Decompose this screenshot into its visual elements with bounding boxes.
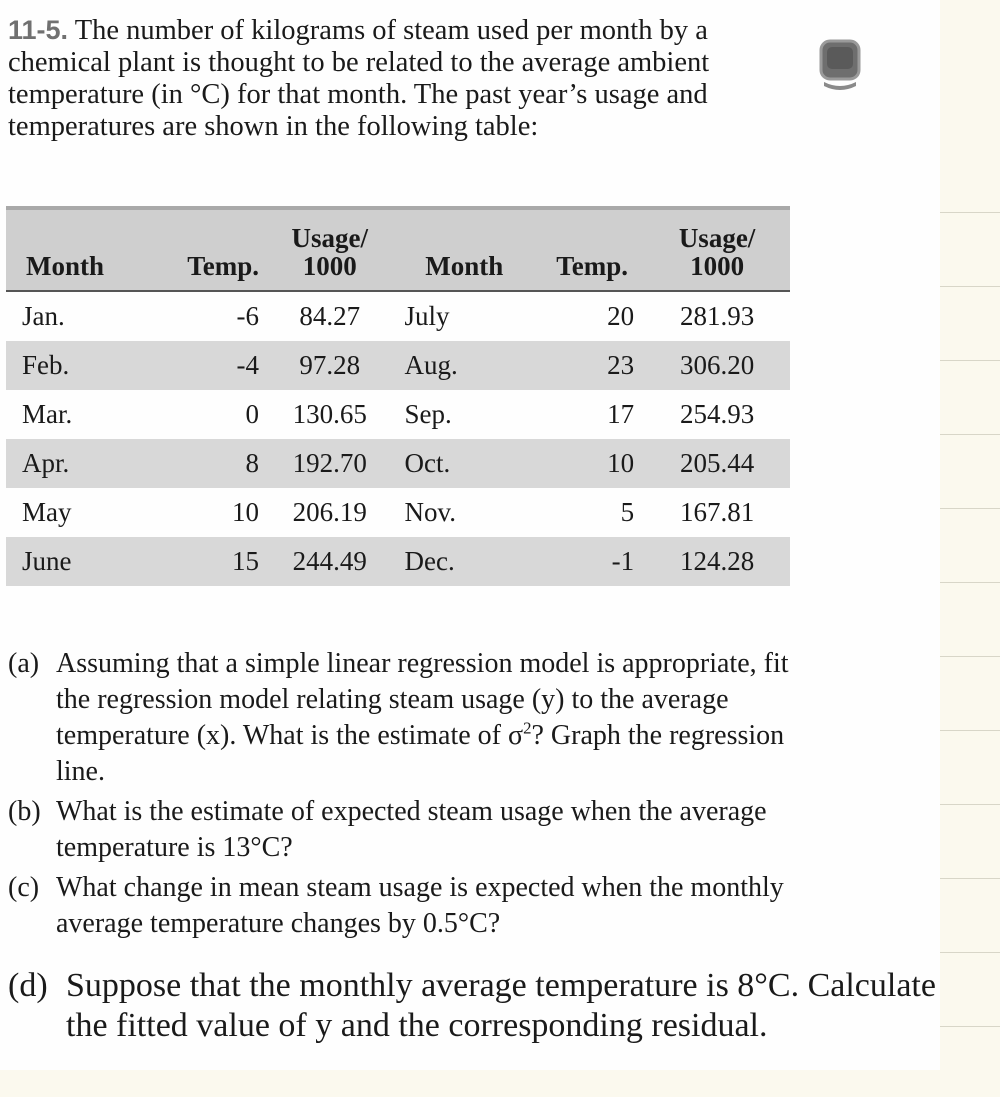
steam-usage-table xyxy=(6,206,790,586)
cell-usage: 192.70 xyxy=(292,448,367,478)
header-temp: Temp. xyxy=(187,251,259,281)
part-b xyxy=(8,794,808,866)
cell-temp: 10 xyxy=(607,448,635,478)
notebook-rule xyxy=(940,286,1000,287)
part-a xyxy=(8,646,808,790)
notebook-rule xyxy=(940,730,1000,731)
cell-temp: 5 xyxy=(620,497,635,527)
part-a-text-end: ? Graph the regression line. xyxy=(56,720,785,787)
part-label: (c) xyxy=(8,872,40,903)
cell-temp: 15 xyxy=(231,546,259,576)
cell-month: Feb. xyxy=(22,350,70,380)
page-bottom-strip xyxy=(0,1070,940,1097)
table-row xyxy=(6,488,790,537)
header-temp: Temp. xyxy=(556,251,628,281)
problem-statement xyxy=(8,14,798,143)
problem-parts xyxy=(8,646,808,946)
cell-usage: 167.81 xyxy=(679,497,755,527)
cell-temp: 23 xyxy=(607,350,635,380)
cell-month: Mar. xyxy=(22,399,73,429)
cell-usage: 206.19 xyxy=(292,497,367,527)
header-usage: Usage/ 1000 xyxy=(291,223,368,281)
cell-usage: 124.28 xyxy=(679,546,755,576)
table-row xyxy=(6,537,790,586)
cell-month: Apr. xyxy=(22,448,70,478)
cell-temp: -1 xyxy=(611,546,635,576)
cell-usage: 84.27 xyxy=(299,301,361,331)
cell-month: May xyxy=(22,497,72,527)
cell-month: June xyxy=(22,546,72,576)
notebook-margin xyxy=(940,0,1000,1097)
computer-monitor-icon xyxy=(818,38,862,94)
notebook-rule xyxy=(940,878,1000,879)
cell-temp: -6 xyxy=(236,301,259,331)
cell-month: Aug. xyxy=(404,350,458,380)
superscript: 2 xyxy=(523,718,532,738)
header-usage: Usage/ 1000 xyxy=(678,223,756,281)
problem-text: The number of kilograms of steam used per month by a chemical plant is thought to be related to the average ambient temperature (in °C) for that month. The past year’s usage and temperatures are shown in the following table: xyxy=(8,15,710,142)
cell-usage: 97.28 xyxy=(299,350,361,380)
problem-number: 11-5. xyxy=(8,15,69,45)
table-row xyxy=(6,439,790,488)
cell-usage: 130.65 xyxy=(292,399,367,429)
part-label: (a) xyxy=(8,648,40,679)
cell-usage: 281.93 xyxy=(679,301,755,331)
cell-month: Dec. xyxy=(404,546,455,576)
header-month: Month xyxy=(425,251,504,281)
cell-temp: 17 xyxy=(607,399,635,429)
notebook-rule xyxy=(940,582,1000,583)
part-b-text: What is the estimate of expected steam usage when the average temperature is 13°C? xyxy=(56,796,767,863)
table-row xyxy=(6,341,790,390)
table-row xyxy=(6,390,790,439)
notebook-rule xyxy=(940,656,1000,657)
notebook-rule xyxy=(940,434,1000,435)
cell-usage: 244.49 xyxy=(292,546,367,576)
cell-temp: 20 xyxy=(607,301,635,331)
cell-usage: 306.20 xyxy=(679,350,755,380)
part-label: (d) xyxy=(8,967,48,1004)
cell-month: Sep. xyxy=(404,399,452,429)
table-row xyxy=(6,291,790,341)
part-d xyxy=(8,966,938,1046)
part-a-text: Assuming that a simple linear regression model is appropriate, fit the regression model relating steam usage (y) to the average temperature (x). What is the estimate of σ xyxy=(56,648,789,751)
part-d-text: Suppose that the monthly average temperature is 8°C. Calculate the fitted value of y and the corresponding residual. xyxy=(66,967,936,1044)
cell-usage: 205.44 xyxy=(679,448,755,478)
cell-temp: 10 xyxy=(231,497,259,527)
notebook-rule xyxy=(940,952,1000,953)
header-month: Month xyxy=(26,251,105,281)
table-header-row xyxy=(6,208,790,291)
cell-usage: 254.93 xyxy=(679,399,755,429)
part-label: (b) xyxy=(8,796,41,827)
cell-temp: 0 xyxy=(245,399,259,429)
cell-month: July xyxy=(404,301,450,331)
cell-month: Oct. xyxy=(404,448,451,478)
cell-month: Nov. xyxy=(404,497,457,527)
cell-temp: 8 xyxy=(245,448,259,478)
cell-month: Jan. xyxy=(22,301,65,331)
notebook-rule xyxy=(940,804,1000,805)
part-c xyxy=(8,870,808,942)
cell-temp: -4 xyxy=(236,350,259,380)
notebook-rule xyxy=(940,360,1000,361)
notebook-rule xyxy=(940,1026,1000,1027)
notebook-rule xyxy=(940,508,1000,509)
notebook-rule xyxy=(940,212,1000,213)
part-c-text: What change in mean steam usage is expected when the monthly average temperature changes by 0.5°C? xyxy=(56,872,784,939)
